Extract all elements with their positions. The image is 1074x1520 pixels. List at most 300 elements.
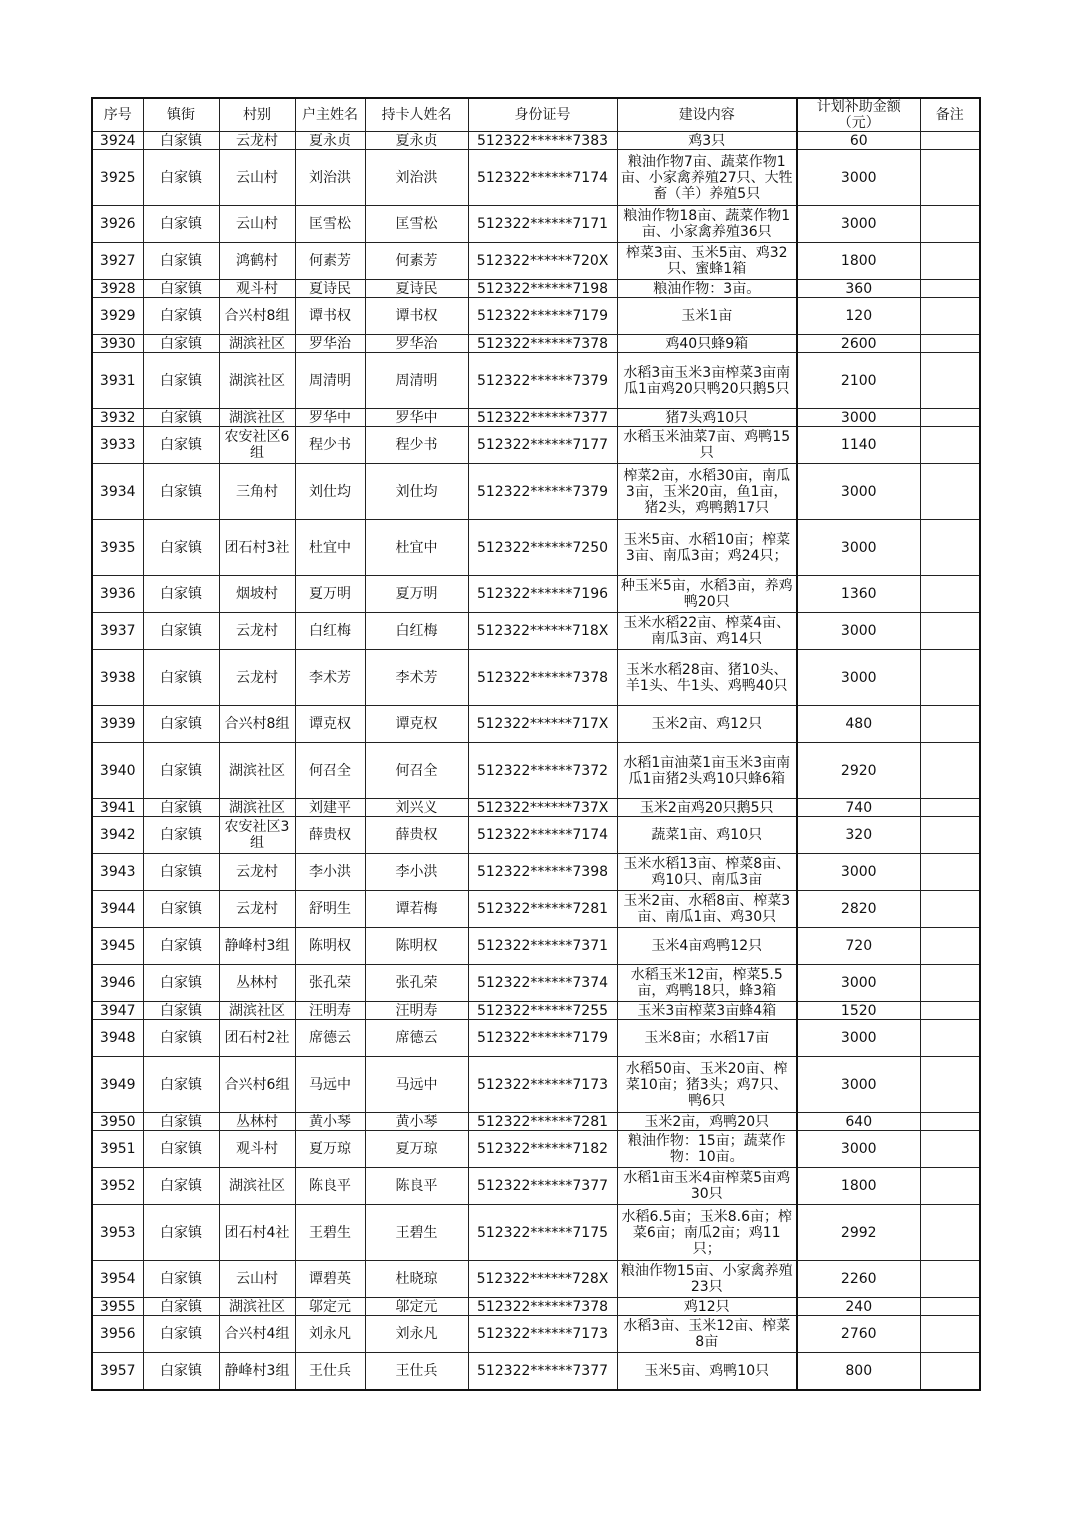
table-row [92, 706, 980, 743]
amount-cell: 240 [797, 1298, 920, 1316]
card-holder-cell: 谭克权 [365, 706, 468, 743]
village-cell: 农安社区3组 [219, 817, 295, 854]
town-cell: 白家镇 [143, 335, 219, 353]
town-cell: 白家镇 [143, 520, 219, 576]
content-cell: 鸡12只 [617, 1298, 797, 1316]
header-serial: 序号 [92, 98, 143, 132]
card-holder-cell: 杜晓琼 [365, 1261, 468, 1298]
note-cell [920, 965, 980, 1002]
amount-cell: 2260 [797, 1261, 920, 1298]
village-cell: 团石村4社 [219, 1205, 295, 1261]
content-cell: 鸡3只 [617, 132, 797, 150]
serial-cell: 3940 [92, 743, 143, 799]
village-cell: 农安社区6组 [219, 427, 295, 464]
household-head-cell: 邬定元 [295, 1298, 365, 1316]
amount-cell: 3000 [797, 464, 920, 520]
table-row [92, 280, 980, 298]
card-holder-cell: 邬定元 [365, 1298, 468, 1316]
note-cell [920, 799, 980, 817]
town-cell: 白家镇 [143, 576, 219, 613]
card-holder-cell: 李术芳 [365, 650, 468, 706]
serial-cell: 3953 [92, 1205, 143, 1261]
village-cell: 湖滨社区 [219, 743, 295, 799]
card-holder-cell: 杜宜中 [365, 520, 468, 576]
id-number-cell: 512322******7383 [468, 132, 617, 150]
serial-cell: 3937 [92, 613, 143, 650]
id-number-cell: 512322******7281 [468, 891, 617, 928]
amount-cell: 3000 [797, 1020, 920, 1057]
town-cell: 白家镇 [143, 243, 219, 280]
table-row [92, 576, 980, 613]
village-cell: 丛林村 [219, 965, 295, 1002]
card-holder-cell: 周清明 [365, 353, 468, 409]
serial-cell: 3951 [92, 1131, 143, 1168]
village-cell: 湖滨社区 [219, 1298, 295, 1316]
village-cell: 三角村 [219, 464, 295, 520]
town-cell: 白家镇 [143, 965, 219, 1002]
content-cell: 水稻3亩玉米3亩榨菜3亩南瓜1亩鸡20只鸭20只鹅5只 [617, 353, 797, 409]
amount-cell: 1800 [797, 243, 920, 280]
id-number-cell: 512322******7378 [468, 650, 617, 706]
card-holder-cell: 刘治洪 [365, 150, 468, 206]
town-cell: 白家镇 [143, 353, 219, 409]
subsidy-table [91, 97, 981, 1391]
content-cell: 鸡40只蜂9箱 [617, 335, 797, 353]
note-cell [920, 1205, 980, 1261]
table-row [92, 1113, 980, 1131]
table-row [92, 613, 980, 650]
town-cell: 白家镇 [143, 206, 219, 243]
amount-cell: 2920 [797, 743, 920, 799]
household-head-cell: 薛贵权 [295, 817, 365, 854]
table-row [92, 1020, 980, 1057]
village-cell: 湖滨社区 [219, 1168, 295, 1205]
card-holder-cell: 张孔荣 [365, 965, 468, 1002]
id-number-cell: 512322******718X [468, 613, 617, 650]
id-number-cell: 512322******7179 [468, 1020, 617, 1057]
amount-cell: 3000 [797, 965, 920, 1002]
amount-cell: 800 [797, 1353, 920, 1390]
household-head-cell: 谭碧英 [295, 1261, 365, 1298]
town-cell: 白家镇 [143, 891, 219, 928]
note-cell [920, 817, 980, 854]
content-cell: 水稻1亩油菜1亩玉米3亩南瓜1亩猪2头鸡10只蜂6箱 [617, 743, 797, 799]
serial-cell: 3925 [92, 150, 143, 206]
village-cell: 团石村3社 [219, 520, 295, 576]
amount-cell: 2760 [797, 1316, 920, 1353]
table-row [92, 150, 980, 206]
card-holder-cell: 谭若梅 [365, 891, 468, 928]
id-number-cell: 512322******7171 [468, 206, 617, 243]
table-row [92, 1261, 980, 1298]
household-head-cell: 李小洪 [295, 854, 365, 891]
household-head-cell: 谭克权 [295, 706, 365, 743]
town-cell: 白家镇 [143, 1131, 219, 1168]
id-number-cell: 512322******7175 [468, 1205, 617, 1261]
serial-cell: 3945 [92, 928, 143, 965]
table-row [92, 132, 980, 150]
content-cell: 榨菜3亩、玉米5亩、鸡32只、蜜蜂1箱 [617, 243, 797, 280]
card-holder-cell: 罗华中 [365, 409, 468, 427]
village-cell: 湖滨社区 [219, 353, 295, 409]
amount-cell: 2992 [797, 1205, 920, 1261]
table-row [92, 743, 980, 799]
amount-cell: 740 [797, 799, 920, 817]
household-head-cell: 何召全 [295, 743, 365, 799]
household-head-cell: 汪明寿 [295, 1002, 365, 1020]
town-cell: 白家镇 [143, 1205, 219, 1261]
table-row [92, 1002, 980, 1020]
table-row [92, 335, 980, 353]
amount-cell: 3000 [797, 854, 920, 891]
town-cell: 白家镇 [143, 1113, 219, 1131]
serial-cell: 3935 [92, 520, 143, 576]
amount-cell: 60 [797, 132, 920, 150]
table-row [92, 520, 980, 576]
household-head-cell: 舒明生 [295, 891, 365, 928]
village-cell: 湖滨社区 [219, 409, 295, 427]
town-cell: 白家镇 [143, 613, 219, 650]
town-cell: 白家镇 [143, 298, 219, 335]
serial-cell: 3929 [92, 298, 143, 335]
village-cell: 烟坡村 [219, 576, 295, 613]
id-number-cell: 512322******7196 [468, 576, 617, 613]
note-cell [920, 1020, 980, 1057]
household-head-cell: 刘建平 [295, 799, 365, 817]
village-cell: 鸿鹤村 [219, 243, 295, 280]
card-holder-cell: 刘仕均 [365, 464, 468, 520]
card-holder-cell: 程少书 [365, 427, 468, 464]
header-amount: 计划补助金额（元） [797, 98, 920, 132]
content-cell: 猪7头鸡10只 [617, 409, 797, 427]
household-head-cell: 谭书权 [295, 298, 365, 335]
household-head-cell: 白红梅 [295, 613, 365, 650]
note-cell [920, 1353, 980, 1390]
id-number-cell: 512322******7174 [468, 817, 617, 854]
town-cell: 白家镇 [143, 280, 219, 298]
village-cell: 静峰村3组 [219, 1353, 295, 1390]
household-head-cell: 马远中 [295, 1057, 365, 1113]
id-number-cell: 512322******7377 [468, 1353, 617, 1390]
content-cell: 粮油作物7亩、蔬菜作物1亩、小家禽养殖27只、大牲畜（羊）养殖5只 [617, 150, 797, 206]
note-cell [920, 1316, 980, 1353]
content-cell: 粮油作物18亩、蔬菜作物1亩、小家禽养殖36只 [617, 206, 797, 243]
table-row [92, 817, 980, 854]
town-cell: 白家镇 [143, 150, 219, 206]
household-head-cell: 罗华中 [295, 409, 365, 427]
note-cell [920, 1002, 980, 1020]
table-row [92, 928, 980, 965]
card-holder-cell: 罗华治 [365, 335, 468, 353]
amount-cell: 2820 [797, 891, 920, 928]
note-cell [920, 1261, 980, 1298]
table-row [92, 206, 980, 243]
note-cell [920, 891, 980, 928]
table-row [92, 427, 980, 464]
header-id-number: 身份证号 [468, 98, 617, 132]
amount-cell: 720 [797, 928, 920, 965]
town-cell: 白家镇 [143, 817, 219, 854]
card-holder-cell: 何素芳 [365, 243, 468, 280]
header-note: 备注 [920, 98, 980, 132]
card-holder-cell: 汪明寿 [365, 1002, 468, 1020]
amount-cell: 3000 [797, 206, 920, 243]
content-cell: 水稻玉米12亩，榨菜5.5亩，鸡鸭18只，蜂3箱 [617, 965, 797, 1002]
amount-cell: 3000 [797, 520, 920, 576]
id-number-cell: 512322******7378 [468, 1298, 617, 1316]
card-holder-cell: 夏万明 [365, 576, 468, 613]
village-cell: 云龙村 [219, 891, 295, 928]
note-cell [920, 928, 980, 965]
card-holder-cell: 王仕兵 [365, 1353, 468, 1390]
town-cell: 白家镇 [143, 464, 219, 520]
household-head-cell: 夏万明 [295, 576, 365, 613]
note-cell [920, 1298, 980, 1316]
household-head-cell: 陈良平 [295, 1168, 365, 1205]
amount-cell: 1140 [797, 427, 920, 464]
card-holder-cell: 席德云 [365, 1020, 468, 1057]
card-holder-cell: 白红梅 [365, 613, 468, 650]
household-head-cell: 杜宜中 [295, 520, 365, 576]
village-cell: 云龙村 [219, 854, 295, 891]
note-cell [920, 743, 980, 799]
village-cell: 合兴村8组 [219, 298, 295, 335]
amount-cell: 1360 [797, 576, 920, 613]
serial-cell: 3932 [92, 409, 143, 427]
card-holder-cell: 李小洪 [365, 854, 468, 891]
content-cell: 水稻50亩、玉米20亩、榨菜10亩；猪3头；鸡7只、鸭6只 [617, 1057, 797, 1113]
serial-cell: 3947 [92, 1002, 143, 1020]
village-cell: 湖滨社区 [219, 799, 295, 817]
amount-cell: 3000 [797, 613, 920, 650]
card-holder-cell: 王碧生 [365, 1205, 468, 1261]
content-cell: 玉米2亩、水稻8亩、榨菜3亩、南瓜1亩、鸡30只 [617, 891, 797, 928]
content-cell: 粮油作物15亩、小家禽养殖23只 [617, 1261, 797, 1298]
id-number-cell: 512322******7177 [468, 427, 617, 464]
card-holder-cell: 匡雪松 [365, 206, 468, 243]
note-cell [920, 427, 980, 464]
note-cell [920, 132, 980, 150]
town-cell: 白家镇 [143, 799, 219, 817]
content-cell: 玉米3亩榨菜3亩蜂4箱 [617, 1002, 797, 1020]
id-number-cell: 512322******7398 [468, 854, 617, 891]
content-cell: 水稻玉米油菜7亩、鸡鸭15只 [617, 427, 797, 464]
content-cell: 水稻1亩玉米4亩榨菜5亩鸡30只 [617, 1168, 797, 1205]
note-cell [920, 520, 980, 576]
card-holder-cell: 夏万琼 [365, 1131, 468, 1168]
content-cell: 玉米4亩鸡鸭12只 [617, 928, 797, 965]
id-number-cell: 512322******7173 [468, 1316, 617, 1353]
note-cell [920, 706, 980, 743]
serial-cell: 3941 [92, 799, 143, 817]
content-cell: 玉米水稻28亩、猪10头、羊1头、牛1头、鸡鸭40只 [617, 650, 797, 706]
serial-cell: 3948 [92, 1020, 143, 1057]
id-number-cell: 512322******7255 [468, 1002, 617, 1020]
serial-cell: 3957 [92, 1353, 143, 1390]
card-holder-cell: 刘永凡 [365, 1316, 468, 1353]
table-row [92, 1131, 980, 1168]
note-cell [920, 150, 980, 206]
content-cell: 玉米水稻13亩、榨菜8亩、鸡10只、南瓜3亩 [617, 854, 797, 891]
town-cell: 白家镇 [143, 1168, 219, 1205]
town-cell: 白家镇 [143, 928, 219, 965]
table-row [92, 1298, 980, 1316]
card-holder-cell: 谭书权 [365, 298, 468, 335]
serial-cell: 3946 [92, 965, 143, 1002]
amount-cell: 3000 [797, 150, 920, 206]
content-cell: 玉米5亩、鸡鸭10只 [617, 1353, 797, 1390]
household-head-cell: 刘治洪 [295, 150, 365, 206]
card-holder-cell: 薛贵权 [365, 817, 468, 854]
note-cell [920, 243, 980, 280]
table-row [92, 1205, 980, 1261]
id-number-cell: 512322******7173 [468, 1057, 617, 1113]
town-cell: 白家镇 [143, 409, 219, 427]
village-cell: 团石村2社 [219, 1020, 295, 1057]
amount-cell: 1520 [797, 1002, 920, 1020]
id-number-cell: 512322******7372 [468, 743, 617, 799]
content-cell: 榨菜2亩，水稻30亩，南瓜3亩，玉米20亩，鱼1亩，猪2头，鸡鸭鹅17只 [617, 464, 797, 520]
id-number-cell: 512322******728X [468, 1261, 617, 1298]
household-head-cell: 程少书 [295, 427, 365, 464]
amount-cell: 1800 [797, 1168, 920, 1205]
serial-cell: 3956 [92, 1316, 143, 1353]
content-cell: 玉米5亩、水稻10亩；榨菜3亩、南瓜3亩；鸡24只； [617, 520, 797, 576]
serial-cell: 3954 [92, 1261, 143, 1298]
table-row [92, 1316, 980, 1353]
id-number-cell: 512322******7250 [468, 520, 617, 576]
table-row [92, 1353, 980, 1390]
village-cell: 湖滨社区 [219, 335, 295, 353]
household-head-cell: 夏永贞 [295, 132, 365, 150]
amount-cell: 3000 [797, 409, 920, 427]
amount-cell: 3000 [797, 1131, 920, 1168]
village-cell: 丛林村 [219, 1113, 295, 1131]
amount-cell: 640 [797, 1113, 920, 1131]
note-cell [920, 464, 980, 520]
content-cell: 玉米8亩；水稻17亩 [617, 1020, 797, 1057]
household-head-cell: 夏万琼 [295, 1131, 365, 1168]
card-holder-cell: 夏永贞 [365, 132, 468, 150]
village-cell: 合兴村4组 [219, 1316, 295, 1353]
town-cell: 白家镇 [143, 1353, 219, 1390]
amount-cell: 120 [797, 298, 920, 335]
id-number-cell: 512322******7182 [468, 1131, 617, 1168]
content-cell: 粮油作物：15亩；蔬菜作物：10亩。 [617, 1131, 797, 1168]
household-head-cell: 席德云 [295, 1020, 365, 1057]
household-head-cell: 张孔荣 [295, 965, 365, 1002]
header-row [92, 98, 980, 132]
amount-cell: 2100 [797, 353, 920, 409]
id-number-cell: 512322******7379 [468, 353, 617, 409]
village-cell: 合兴村8组 [219, 706, 295, 743]
household-head-cell: 李术芳 [295, 650, 365, 706]
note-cell [920, 1113, 980, 1131]
serial-cell: 3939 [92, 706, 143, 743]
serial-cell: 3955 [92, 1298, 143, 1316]
id-number-cell: 512322******7371 [468, 928, 617, 965]
household-head-cell: 陈明权 [295, 928, 365, 965]
serial-cell: 3944 [92, 891, 143, 928]
content-cell: 玉米水稻22亩、榨菜4亩、南瓜3亩、鸡14只 [617, 613, 797, 650]
table-row [92, 243, 980, 280]
note-cell [920, 298, 980, 335]
content-cell: 粮油作物：3亩。 [617, 280, 797, 298]
table-row [92, 298, 980, 335]
town-cell: 白家镇 [143, 1057, 219, 1113]
village-cell: 云龙村 [219, 132, 295, 150]
household-head-cell: 黄小琴 [295, 1113, 365, 1131]
note-cell [920, 206, 980, 243]
amount-cell: 3000 [797, 650, 920, 706]
header-village: 村别 [219, 98, 295, 132]
town-cell: 白家镇 [143, 650, 219, 706]
table-row [92, 799, 980, 817]
content-cell: 玉米2亩鸡20只鹅5只 [617, 799, 797, 817]
household-head-cell: 周清明 [295, 353, 365, 409]
serial-cell: 3952 [92, 1168, 143, 1205]
id-number-cell: 512322******7174 [468, 150, 617, 206]
id-number-cell: 512322******7198 [468, 280, 617, 298]
serial-cell: 3928 [92, 280, 143, 298]
note-cell [920, 335, 980, 353]
serial-cell: 3926 [92, 206, 143, 243]
card-holder-cell: 夏诗民 [365, 280, 468, 298]
table-row [92, 409, 980, 427]
content-cell: 种玉米5亩，水稻3亩，养鸡鸭20只 [617, 576, 797, 613]
village-cell: 云山村 [219, 206, 295, 243]
amount-cell: 2600 [797, 335, 920, 353]
village-cell: 湖滨社区 [219, 1002, 295, 1020]
header-town: 镇街 [143, 98, 219, 132]
amount-cell: 3000 [797, 1057, 920, 1113]
note-cell [920, 576, 980, 613]
header-household-head: 户主姓名 [295, 98, 365, 132]
household-head-cell: 罗华治 [295, 335, 365, 353]
card-holder-cell: 何召全 [365, 743, 468, 799]
household-head-cell: 刘永凡 [295, 1316, 365, 1353]
household-head-cell: 夏诗民 [295, 280, 365, 298]
town-cell: 白家镇 [143, 706, 219, 743]
content-cell: 水稻3亩、玉米12亩、榨菜8亩 [617, 1316, 797, 1353]
note-cell [920, 1168, 980, 1205]
id-number-cell: 512322******7374 [468, 965, 617, 1002]
village-cell: 观斗村 [219, 1131, 295, 1168]
header-card-holder: 持卡人姓名 [365, 98, 468, 132]
content-cell: 蔬菜1亩、鸡10只 [617, 817, 797, 854]
content-cell: 玉米2亩、鸡12只 [617, 706, 797, 743]
village-cell: 云山村 [219, 150, 295, 206]
amount-cell: 480 [797, 706, 920, 743]
table-row [92, 1057, 980, 1113]
serial-cell: 3943 [92, 854, 143, 891]
town-cell: 白家镇 [143, 1316, 219, 1353]
village-cell: 云龙村 [219, 613, 295, 650]
card-holder-cell: 陈良平 [365, 1168, 468, 1205]
id-number-cell: 512322******7378 [468, 335, 617, 353]
id-number-cell: 512322******7379 [468, 464, 617, 520]
household-head-cell: 何素芳 [295, 243, 365, 280]
table-row [92, 1168, 980, 1205]
table-row [92, 891, 980, 928]
village-cell: 云山村 [219, 1261, 295, 1298]
table-row [92, 650, 980, 706]
serial-cell: 3949 [92, 1057, 143, 1113]
serial-cell: 3930 [92, 335, 143, 353]
table-row [92, 353, 980, 409]
town-cell: 白家镇 [143, 854, 219, 891]
id-number-cell: 512322******7281 [468, 1113, 617, 1131]
